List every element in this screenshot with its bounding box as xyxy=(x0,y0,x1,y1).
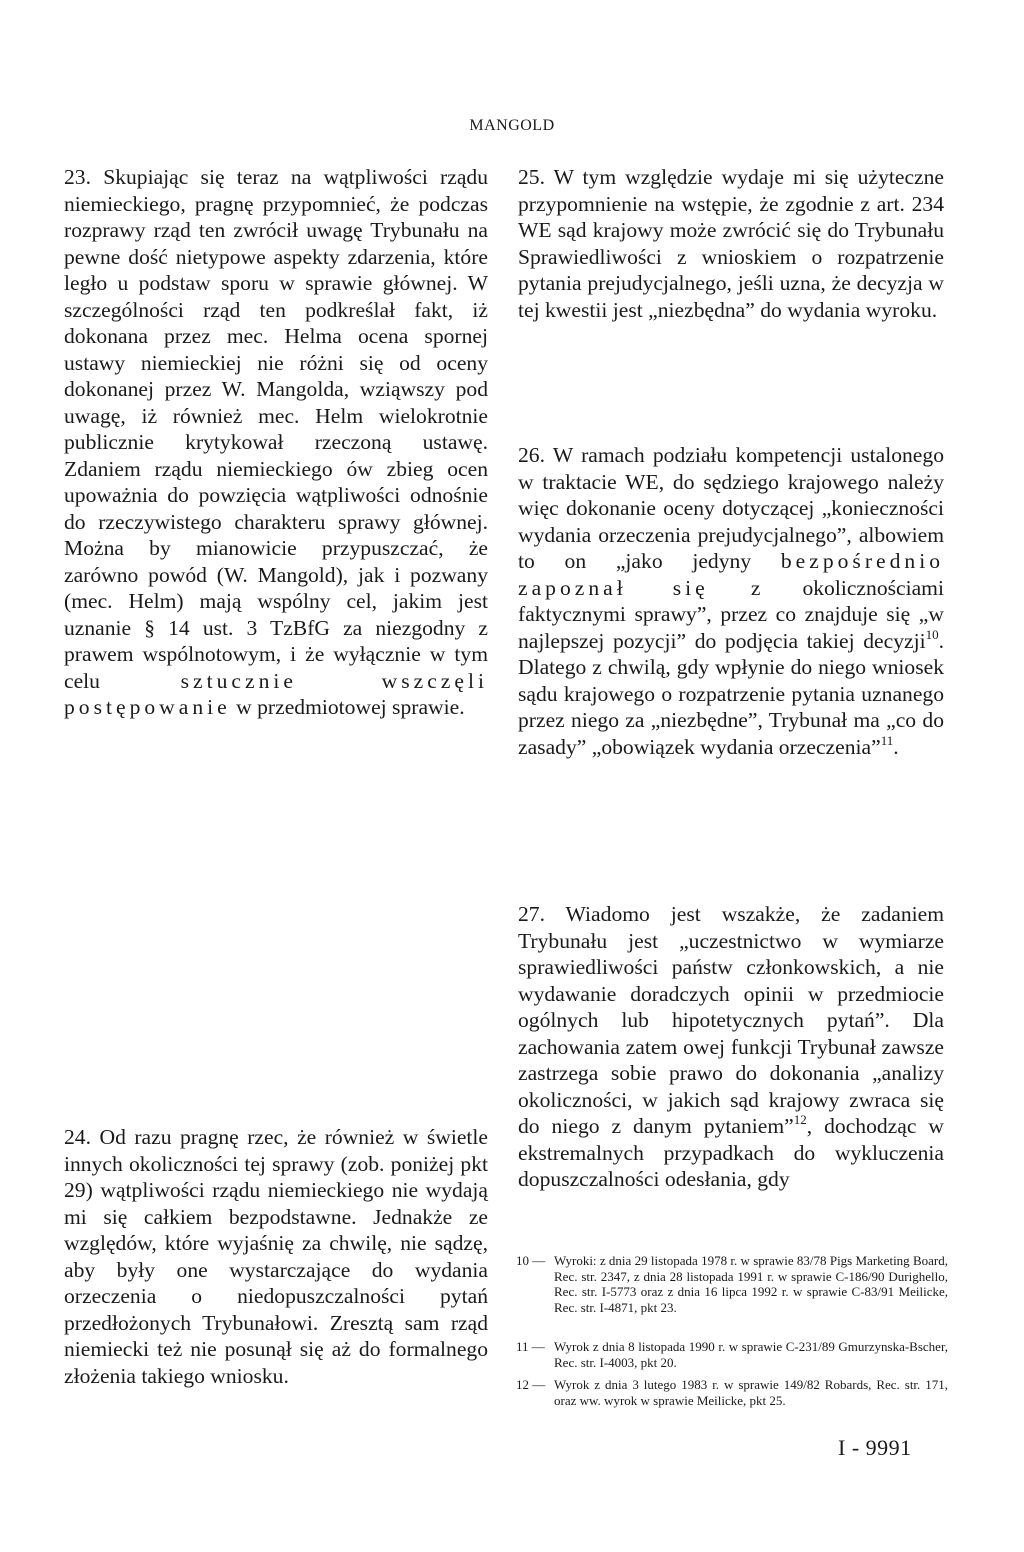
running-header: MANGOLD xyxy=(469,117,555,134)
paragraph-24: 24. Od razu pragnę rzec, że również w świetle innych okoliczności tej sprawy (zob. poniżej pkt 29) wątpliwości rządu niemieckiego nie wydają mi się całkiem bezpodstawne. Jednakże ze względów, które wyjaśnię za chwilę, nie sądzę, aby były one wystarczające do wydania orzeczenia o niedopuszczalności pytań przedłożonych Trybunałowi. Zresztą sam rząd niemiecki też nie posunął się aż do formalnego złożenia takiego wniosku. xyxy=(64,1125,488,1388)
spaced-emphasis: sztucznie wszczęli postępowanie xyxy=(64,668,488,719)
footnote-number: 12 — xyxy=(516,1377,546,1392)
footnote-text: Wyroki: z dnia 29 listopada 1978 r. w sprawie 83/78 Pigs Marketing Board, Rec. str. 2347, z dnia 28 listopada 1991 r. w sprawie C-186/90 Durighello, Rec. str. I-5773 oraz z dnia 16 lipca 1992 r. w sprawie C-83/91 Meilicke, Rec. str. I-4871, pkt 23. xyxy=(554,1253,948,1315)
paragraph-23 xyxy=(64,164,488,721)
paragraph-27 xyxy=(518,901,944,1193)
paragraph-text: w przedmiotowej sprawie. xyxy=(236,695,465,719)
paragraph-text: 23. Skupiając się teraz na wątpliwości rządu niemieckiego, pragnę przypomnieć, że podczas rozprawy rząd ten zwrócił uwagę Trybunału na pewne dość nietypowe aspekty zdarzenia, które legło u podstaw sporu w sprawie głównej. W szczególności rząd ten podkreślał fakt, iż dokonana przez mec. Helma ocena spornej ustawy niemieckiej nie różni się od oceny dokonanej przez W. Mangolda, wziąwszy pod uwagę, iż również mec. Helm wielokrotnie publicznie krytykował rzeczoną ustawę. Zdaniem rządu niemieckiego ów zbieg ocen upoważnia do powzięcia wątpliwości odnośnie do rzeczywistego charakteru sprawy głównej. Można by mianowicie przypuszczać, że zarówno powód (W. Mangold), jak i pozwany (mec. Helm) mają wspólny cel, jakim jest uznanie § 14 ust. 3 TzBfG za niezgodny z prawem wspólnotowym, i że wyłącznie w tym celu xyxy=(64,165,488,693)
paragraph-text: 26. W ramach podziału kompetencji ustalonego w traktacie WE, do sędziego krajowego należy więc dokonanie oceny dotyczącej „konieczności wydania orzeczenia prejudycjalnego”, albowiem to on „jako jedyny xyxy=(518,443,944,573)
paragraph-text: . Dlatego z chwilą, gdy wpłynie do niego wniosek sądu krajowego o rozpatrzenie pytania uznanego przez niego za „niezbędne”, Trybunał ma „co do zasady” „obowiązek wydania orzeczenia” xyxy=(518,628,944,759)
footnote-number: 10 — xyxy=(516,1253,546,1268)
paragraph-text: z okolicznościami faktycznymi sprawy”, przez co znajduje się „w najlepszej pozycji” do podjęcia takiej decyzji xyxy=(518,575,944,653)
paragraph-25: 25. W tym względzie wydaje mi się użyteczne przypomnienie na wstępie, że zgodnie z art. 234 WE sąd krajowy może zwrócić się do Trybunału Sprawiedliwości z wnioskiem o rozpatrzenie pytania prejudycjalnego, jeśli uzna, że decyzja w tej kwestii jest „niezbędna” do wydania wyroku. xyxy=(518,165,944,322)
paragraph-text: , dochodząc w ekstremalnych przypadkach do wykluczenia dopuszczalności odesłania, gdy xyxy=(518,1114,944,1191)
footnote-text: Wyrok z dnia 3 lutego 1983 r. w sprawie 149/82 Robards, Rec. str. 171, oraz ww. wyrok w sprawie Meilicke, pkt 25. xyxy=(554,1377,948,1408)
spaced-emphasis: bezpośrednio zapoznał się xyxy=(518,549,944,600)
paragraph-26 xyxy=(518,442,944,760)
footnote-text: Wyrok z dnia 8 listopada 1990 r. w sprawie C-231/89 Gmurzynska-Bscher, Rec. str. I-4003, pkt 20. xyxy=(554,1339,948,1370)
paragraph-text: . xyxy=(893,734,899,759)
paragraph-text: 27. Wiadomo jest wszakże, że zadaniem Trybunału jest „uczestnictwo w wymiarze sprawiedliwości państw członkowskich, a nie wydawanie doradczych opinii w przedmiocie ogólnych lub hipotetycznych pytań”. Dla zachowania zatem owej funkcji Trybunał zawsze zastrzega sobie prawo do dokonania „analizy okoliczności, w jakich sąd krajowy zwraca się do niego z danym pytaniem” xyxy=(518,902,944,1138)
page-number: I - 9991 xyxy=(838,1435,912,1460)
footnote-12 xyxy=(516,1377,948,1408)
footnote-number: 11 — xyxy=(516,1339,545,1354)
footnote-11 xyxy=(516,1339,948,1370)
footnote-ref-10[interactable]: 10 xyxy=(925,626,939,642)
footnote-10 xyxy=(516,1253,948,1315)
footnote-ref-11[interactable]: 11 xyxy=(880,732,894,748)
footnote-ref-12[interactable]: 12 xyxy=(793,1112,807,1127)
